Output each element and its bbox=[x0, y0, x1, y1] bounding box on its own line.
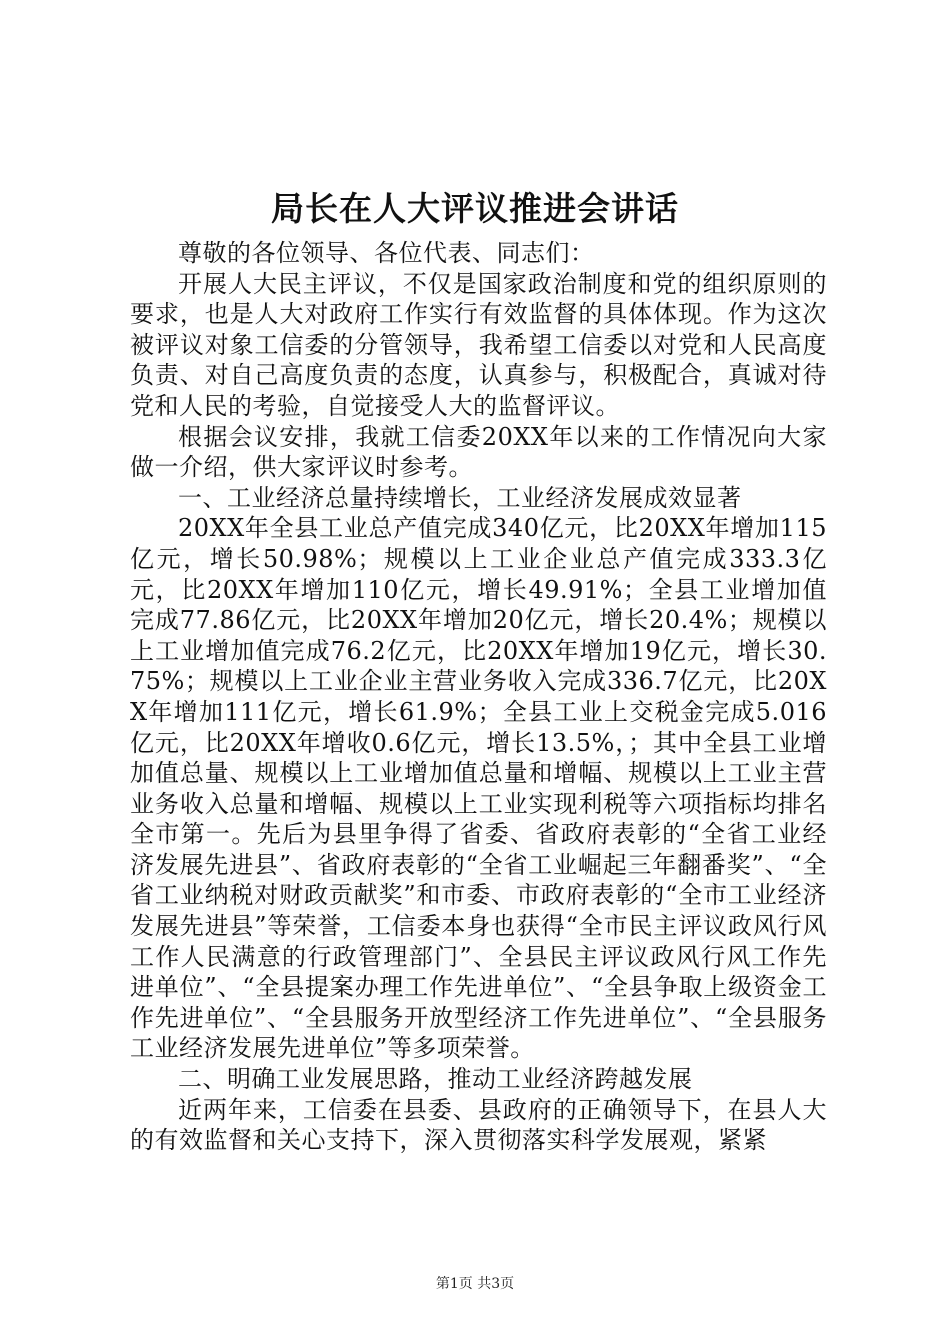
document-body bbox=[130, 238, 827, 1156]
agenda-paragraph: 根据会议安排，我就工信委20XX年以来的工作情况向大家做一介绍，供大家评议时参考。 bbox=[130, 422, 827, 482]
closing-paragraph: 近两年来，工信委在县委、县政府的正确领导下，在县人大的有效监督和关心支持下，深入贯彻落实科学发展观，紧紧 bbox=[130, 1095, 827, 1155]
intro-paragraph: 开展人大民主评议，不仅是国家政治制度和党的组织原则的要求，也是人大对政府工作实行有效监督的具体体现。作为这次被评议对象工信委的分管领导，我希望工信委以对党和人民高度负责、对自己高度负责的态度，认真参与，积极配合，真诚对待党和人民的考验，自觉接受人大的监督评议。 bbox=[130, 269, 827, 420]
statistics-paragraph: 20XX年全县工业总产值完成340亿元，比20XX年增加115亿元，增长50.98%；规模以上工业企业总产值完成333.3亿元，比20XX年增加110亿元，增长49.91%；全县工业增加值完成77.86亿元，比20XX年增加20亿元，增长20.4%；规模以上工业增加值完成76.2亿元，比20XX年增加19亿元，增长30.75%；规模以上工业企业主营业务收入完成336.7亿元，比20XX年增加111亿元，增长61.9%；全县工业上交税金完成5.016亿元，比20XX年增收0.6亿元，增长13.5%，；其中全县工业增加值总量、规模以上工业增加值总量和增幅、规模以上工业主营业务收入总量和增幅、规模以上工业实现利税等六项指标均排名全市第一。先后为县里争得了省委、省政府表彰的“全省工业经济发展先进县”、省政府表彰的“全省工业崛起三年翻番奖”、“全省工业纳税对财政贡献奖”和市委、市政府表彰的“全市工业经济发展先进县”等荣誉，工信委本身也获得“全市民主评议政风行风工作人民满意的行政管理部门”、全县民主评议政风行风工作先进单位”、“全县提案办理工作先进单位”、“全县争取上级资金工作先进单位”、“全县服务开放型经济工作先进单位”、“全县服务工业经济发展先进单位”等多项荣誉。 bbox=[130, 514, 827, 1063]
section-heading-2: 二、明确工业发展思路，推动工业经济跨越发展 bbox=[178, 1065, 693, 1094]
page-footer: 第1页 共3页 bbox=[435, 1276, 515, 1292]
document-title: 局长在人大评议推进会讲话 bbox=[271, 189, 679, 228]
section-heading-1: 一、工业经济总量持续增长，工业经济发展成效显著 bbox=[178, 483, 742, 512]
salutation-paragraph: 尊敬的各位领导、各位代表、同志们： bbox=[178, 239, 595, 267]
